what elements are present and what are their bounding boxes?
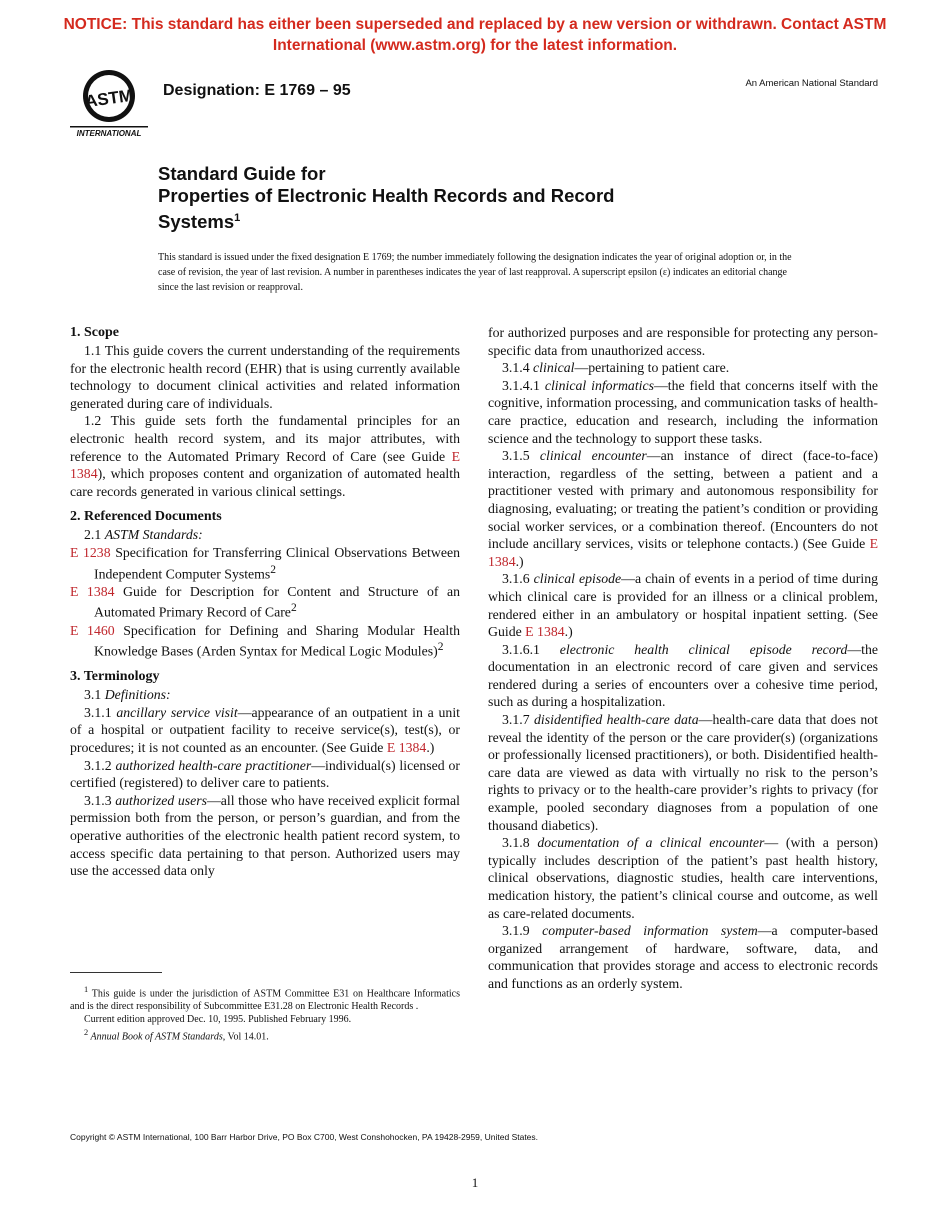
american-national-standard: An American National Standard (745, 78, 878, 89)
para-2-1: 2.1 ASTM Standards: (84, 527, 203, 543)
title-line-3: Systems$^1$ (158, 211, 241, 233)
notice-banner: NOTICE: This standard has either been superseded and replaced by a new version or withdrawn. Contact ASTM International (www.astm.org) for the latest information. (63, 16, 887, 54)
designation: Designation: E 1769 – 95 (163, 82, 351, 99)
para-3-1-5: 3.1.5 clinical encounter—an instance of direct (face-to-face) interaction, regardless of the setting, between a patient and a practitioner vested with primary and autonomous responsibility for diagnosing, evaluating; or treating the patient’s condition or providing social worker services, or a combination thereof. (Encounters do not include ancillary services, visits or telephone contacts.) (See Guide E 1384.) (488, 448, 878, 569)
para-3-1-1: 3.1.1 ancillary service visit—appearance of an outpatient in a unit of a hospital or outpatient facility to receive service(s), test(s), or procedures; it is not counted as an encounter. (See Guide E 1384.) (70, 704, 460, 756)
footnote-2: $^2$ Annual Book of ASTM Standards, Vol 14.01. (84, 1028, 269, 1043)
section-referenced-heading: 2. Referenced Documents (70, 509, 222, 525)
link-e1460[interactable]: E 1460 (70, 622, 115, 638)
title-line-1: Standard Guide for (158, 163, 326, 184)
document-title (158, 163, 614, 233)
svg-text:INTERNATIONAL: INTERNATIONAL (76, 129, 142, 138)
para-3-1: 3.1 Definitions: (84, 687, 171, 703)
footnote-divider (70, 972, 162, 973)
para-3-1-2: 3.1.2 authorized health-care practitioner—individual(s) licensed or certified (registered) to deliver care to patients. (70, 757, 460, 791)
footnote-1: $^1$ This guide is under the jurisdiction of ASTM Committee E31 on Healthcare Informatics and is the direct responsibility of Subcommittee E31.28 on Electronic Health Records . (70, 985, 460, 1013)
link-e1384[interactable]: E 1384 (386, 740, 427, 756)
reference-e1238: E 1238 Specification for Transferring Clinical Observations Between Independent Computer Systems$^2$ (70, 544, 460, 582)
right-column (488, 324, 878, 993)
para-3-1-4-1: 3.1.4.1 clinical informatics—the field that concerns itself with the cognitive, information processing, and communication tasks of health-care practice, education and research, including the information science and the technology to support these tasks. (488, 377, 879, 446)
para-3-1-4: 3.1.4 clinical—pertaining to patient care. (502, 360, 730, 376)
para-3-1-8: 3.1.8 documentation of a clinical encounter— (with a person) typically includes description of the patient’s past health history, clinical observations, diagnostic studies, health care interventions, medication history, the patient’s clinical course and outcome, as well as care-related documents. (488, 835, 878, 921)
para-1-2: 1.2 This guide sets forth the fundamental principles for an electronic health record system, and its major attributes, with reference to the Automated Primary Record of Care (see Guide E 1384), which proposes content and organization of automated health care records generated in various clinical settings. (70, 413, 460, 499)
link-e1238[interactable]: E 1238 (70, 544, 111, 560)
astm-logo-icon (68, 66, 150, 138)
title-footnote-mark: 1 (234, 212, 241, 224)
reference-e1460: E 1460 Specification for Defining and Sharing Modular Health Knowledge Bases (Arden Syntax for Medical Logic Modules)$^2$ (70, 622, 460, 659)
para-3-1-3-cont: for authorized purposes and are responsible for protecting any person-specific data from unauthorized access. (488, 325, 878, 358)
left-column (70, 324, 460, 880)
section-terminology-heading: 3. Terminology (70, 669, 160, 685)
link-e1384[interactable]: E 1384 (488, 536, 878, 569)
para-1-1: 1.1 This guide covers the current understanding of the requirements for the electronic health record (EHR) that is using currently available technology to document clinical activities and related information generated during care of individuals. (70, 343, 460, 411)
footnote-1-approval: Current edition approved Dec. 10, 1995. Published February 1996. (84, 1014, 352, 1026)
copyright: Copyright © ASTM International, 100 Barr Harbor Drive, PO Box C700, West Conshohocken, PA 19428-2959, United States. (70, 1132, 539, 1142)
link-e1384[interactable]: E 1384 (70, 448, 460, 482)
link-e1384[interactable]: E 1384 (70, 583, 115, 599)
reference-e1384: E 1384 Guide for Description for Content and Structure of an Automated Primary Record of Care$^2$ (70, 583, 460, 620)
svg-text:ASTM: ASTM (83, 85, 135, 112)
section-scope-heading: 1. Scope (70, 325, 119, 340)
para-3-1-3: 3.1.3 authorized users—all those who have received explicit formal permission both from the person, or person’s guardian, and from the operative authorities of the electronic health patient record system, to access specific data pertaining to that person. Authorized users may use the accessed data only (70, 792, 460, 879)
title-line-2: Properties of Electronic Health Records and Record (158, 185, 615, 206)
page-number: 1 (471, 1175, 479, 1190)
preamble: This standard is issued under the fixed designation E 1769; the number immediately following the designation indicates the year of original adoption or, in the case of revision, the year of last revision. A number in parentheses indicates the year of last reapproval. A superscript epsilon (ε) indicates an editorial change since the last revision or reapproval. (158, 252, 792, 293)
para-3-1-6: 3.1.6 clinical episode—a chain of events in a period of time during which clinical care is provided for an illness or a clinical problem, rendered either in an ambulatory or hospital inpatient setting. (See Guide E 1384.) (488, 571, 878, 640)
para-3-1-7: 3.1.7 disidentified health-care data—health-care data that does not reveal the identity of the person or the care provider(s) (organizations or professionally licensed practitioners), or both. Disidentified health-care data are viewed as data with virtually no risk to the person’s rights to privacy or to the health-care provider’s rights to privacy (for example, pooled secondary diagnoses from a population of one thousand diabetics). (488, 712, 878, 833)
link-e1384[interactable]: E 1384 (525, 624, 565, 640)
footnotes (70, 983, 460, 1044)
para-3-1-6-1: 3.1.6.1 electronic health clinical episode record—the documentation in an electronic record of care given and services rendered during a series of encounters over a cohesive time period, such as during a hospitalization. (488, 641, 879, 710)
para-3-1-9: 3.1.9 computer-based information system—a computer-based organized arrangement of hardware, software, data, and communication that provides storage and access to electronic records and functions as an orderly system. (488, 923, 878, 991)
